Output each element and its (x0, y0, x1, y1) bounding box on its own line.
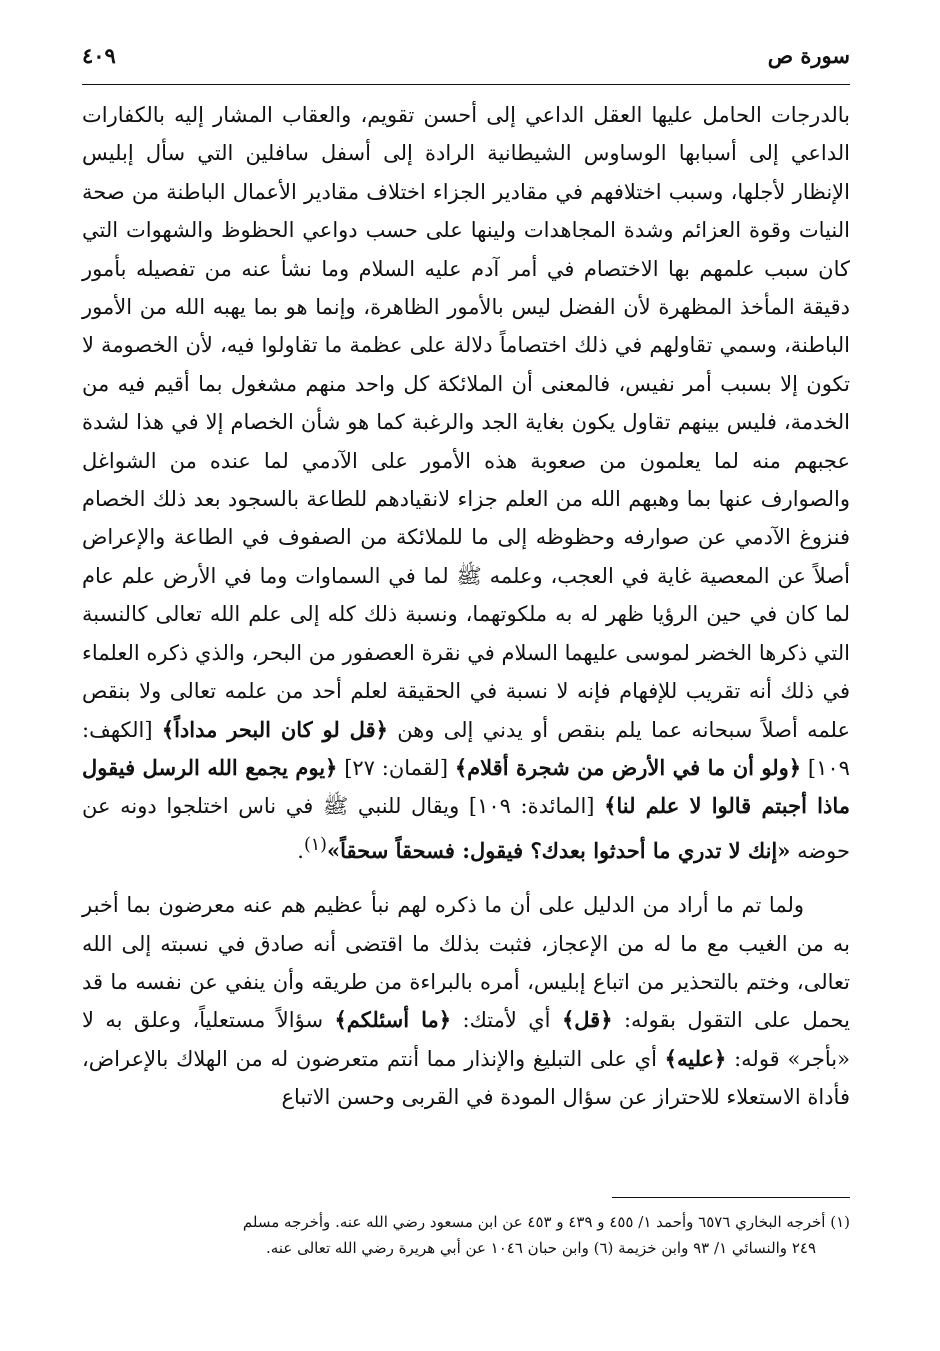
verse-reference: [الكهف: ١٠٩] (82, 717, 850, 780)
header-divider (82, 84, 850, 85)
page-number: ٤٠٩ (82, 42, 116, 68)
paragraph-2-text: أي لأمتك: (462, 1008, 551, 1033)
paragraph-1-text: بالدرجات الحامل عليها العقل الداعي إلى أحسن تقويم، والعقاب المشار إليه بالكفارات الداعي إلى أسبابها الوساوس الشيطانية الرادة إلى أسفل سافلين التي سأل إبليس الإنظار لأجلها، وسبب اختلافهم في مقادير الجزاء اختلاف مقادير الأعمال الباطنة من صحة النيات وقوة العزائم وشدة المجاهدات ولينها على حسب دواعي الحظوظ والشهوات التي كان سبب علمهم بها الاختصام في أمر آدم عليه السلام وما نشأ عنه من تفصيله بأمور دقيقة المأخذ المظهرة لأن الفضل ليس بالأمور الظاهرة، وإنما هو بما يهبه الله من الأمور الباطنة، وسمي تقاولهم في ذلك اختصاماً دلالة على عظمة ما تقاولوا فيه، لأن الخصومة لا تكون إلا بسبب أمر نفيس، فالمعنى أن الملائكة كل واحد منهم مشغول بما أقيم فيه من الخدمة، فليس بينهم تقاول يكون بغاية الجد والرغبة كما هو شأن الخصام إلا في هذا لشدة عجبهم منه لما يعلمون من صعوبة هذه الأمور على الآدمي لما عنده من الشواغل والصوارف عنها بما وهبهم الله من العلم جزاء لانقيادهم للطاعة بالسجود بعد ذلك الخصام فنزوغ الآدمي عن صوارفه وحظوظه إلى ما للملائكة من الصفوف في الطاعة والإعراض أصلاً عن المعصية غاية في العجب، وعلمه ﷺ لما في السماوات وما في الأرض علم عام لما كان في حين الرؤيا ظهر له به ملكوتهما، ونسبة ذلك كله إلى علم الله تعالى كالنسبة التي ذكرها الخضر لموسى عليهما السلام في نقرة العصفور من البحر، والذي ذكره العلماء في ذلك أنه تقريب للإفهام فإنه لا نسبة في الحقيقة لعلم أحد من علمه تعالى ولا بنقص علمه أصلاً سبحانه عما يلم بنقص أو يدني إلى وهن (82, 103, 850, 742)
quran-quote: ﴿قل﴾ (561, 1007, 613, 1033)
surah-title: سورة ص (767, 42, 850, 68)
quran-quote: ﴿عليه﴾ (664, 1045, 727, 1071)
footnote-divider (612, 1197, 850, 1198)
footnote-line: (١) أخرجه البخاري ٦٥٧٦ وأحمد ١/ ٤٥٥ و ٤٣٩ و ٤٥٣ عن ابن مسعود رضي الله عنه. وأخرجه مسلم (242, 1213, 850, 1231)
paragraph-1: بالدرجات الحامل عليها العقل الداعي إلى أحسن تقويم، والعقاب المشار إليه بالكفارات الداعي إلى أسبابها الوساوس الشيطانية الرادة إلى أسفل سافلين التي سأل إبليس الإنظار لأجلها، وسبب اختلافهم في مقادير الجزاء اختلاف مقادير الأعمال الباطنة من صحة النيات وقوة العزائم وشدة المجاهدات ولينها على حسب دواعي الحظوظ والشهوات التي كان سبب علمهم بها الاختصام في أمر آدم عليه السلام وما نشأ عنه من تفصيله بأمور دقيقة المأخذ المظهرة لأن الفضل ليس بالأمور الظاهرة، وإنما هو بما يهبه الله من الأمور الباطنة، وسمي تقاولهم في ذلك اختصاماً دلالة على عظمة ما تقاولوا فيه، لأن الخصومة لا تكون إلا بسبب أمر نفيس، فالمعنى أن الملائكة كل واحد منهم مشغول بما أقيم فيه من الخدمة، فليس بينهم تقاول يكون بغاية الجد والرغبة كما هو شأن الخصام إلا في هذا لشدة عجبهم منه لما يعلمون من صعوبة هذه الأمور على الآدمي لما عنده من الشواغل والصوارف عنها بما وهبهم الله من العلم جزاء لانقيادهم للطاعة بالسجود بعد ذلك الخصام فنزوغ الآدمي عن صوارفه وحظوظه إلى ما للملائكة من الصفوف في الطاعة والإعراض أصلاً عن المعصية غاية في العجب، وعلمه ﷺ لما في السماوات وما في الأرض علم عام لما كان في حين الرؤيا ظهر له به ملكوتهما، ونسبة ذلك كله إلى علم الله تعالى كالنسبة التي ذكرها الخضر لموسى عليهما السلام في نقرة العصفور من البحر، والذي ذكره العلماء في ذلك أنه تقريب للإفهام فإنه لا نسبة في الحقيقة لعلم أحد من علمه تعالى ولا بنقص علمه أصلاً سبحانه عما يلم بنقص أو يدني إلى وهن ﴿قل لو كان البحر مداداً﴾ [الكهف: ١٠٩] ﴿ولو أن ما في الأرض من شجرة أقلام﴾ [لقمان: ٢٧] ﴿يوم يجمع الله الرسل فيقول ماذا أجبتم قالوا لا علم لنا﴾ [المائدة: ١٠٩] ويقال للنبي ﷺ في ناس اختلجوا دونه عن حوضه «إنك لا تدري ما أحدثوا بعدك؟ فيقول: فسحقاً سحقاً»$^{(١)}$. (82, 103, 850, 863)
footnote-line: ٢٤٩ والنسائي ١/ ٩٣ وابن خزيمة (٦) وابن حبان ١٠٤٦ عن أبي هريرة رضي الله تعالى عنه. (266, 1239, 816, 1257)
paragraph-2-text: سؤالاً مستعلياً، وعلق به لا «بأجر» قوله: (82, 1008, 850, 1071)
quran-quote: ﴿يوم يجمع الله الرسل فيقول ماذا أجبتم قالوا لا علم لنا﴾ (82, 754, 850, 819)
footnote-marker[interactable]: (١) (303, 834, 327, 855)
paragraph-2-text: أي على التبليغ والإنذار مما أنتم متعرضون له من الهلاك بالإعراض، فأداة الاستعلاء للاحتراز عن سؤال المودة في القربى وحسن الاتباع (82, 1046, 850, 1110)
paragraph-2-text: ولما تم ما أراد من الدليل على أن ما ذكره لهم نبأ عظيم هم عنه معرضون بما أخبر به من الغيب مع ما له من الإعجاز، فثبت بذلك ما اقتضى أنه صادق في نسبته إلى الله تعالى، وختم بالتحذير من اتباع إبليس، أمره بالبراءة من طريقه وأن ينفي عن نفسه ما قد يحمل على التقول بقوله: (82, 893, 850, 1033)
footnote (82, 1209, 850, 1261)
verse-reference: [لقمان: ٢٧] (344, 755, 449, 780)
paragraph-1-text: ويقال للنبي ﷺ في ناس اختلجوا دونه عن حوضه (82, 794, 850, 863)
hadith-quote: «إنك لا تدري ما أحدثوا بعدك؟ فيقول: فسحقاً سحقاً» (327, 837, 791, 863)
quran-quote: ﴿ولو أن ما في الأرض من شجرة أقلام﴾ (454, 754, 802, 780)
verse-reference: [المائدة: ١٠٩] (468, 794, 595, 819)
quran-quote: ﴿قل لو كان البحر مداداً﴾ (161, 716, 388, 742)
quran-quote: ﴿ما أسئلكم﴾ (334, 1007, 452, 1033)
page-header (82, 38, 850, 72)
paragraph-2 (82, 886, 850, 1116)
main-text (82, 96, 850, 1117)
